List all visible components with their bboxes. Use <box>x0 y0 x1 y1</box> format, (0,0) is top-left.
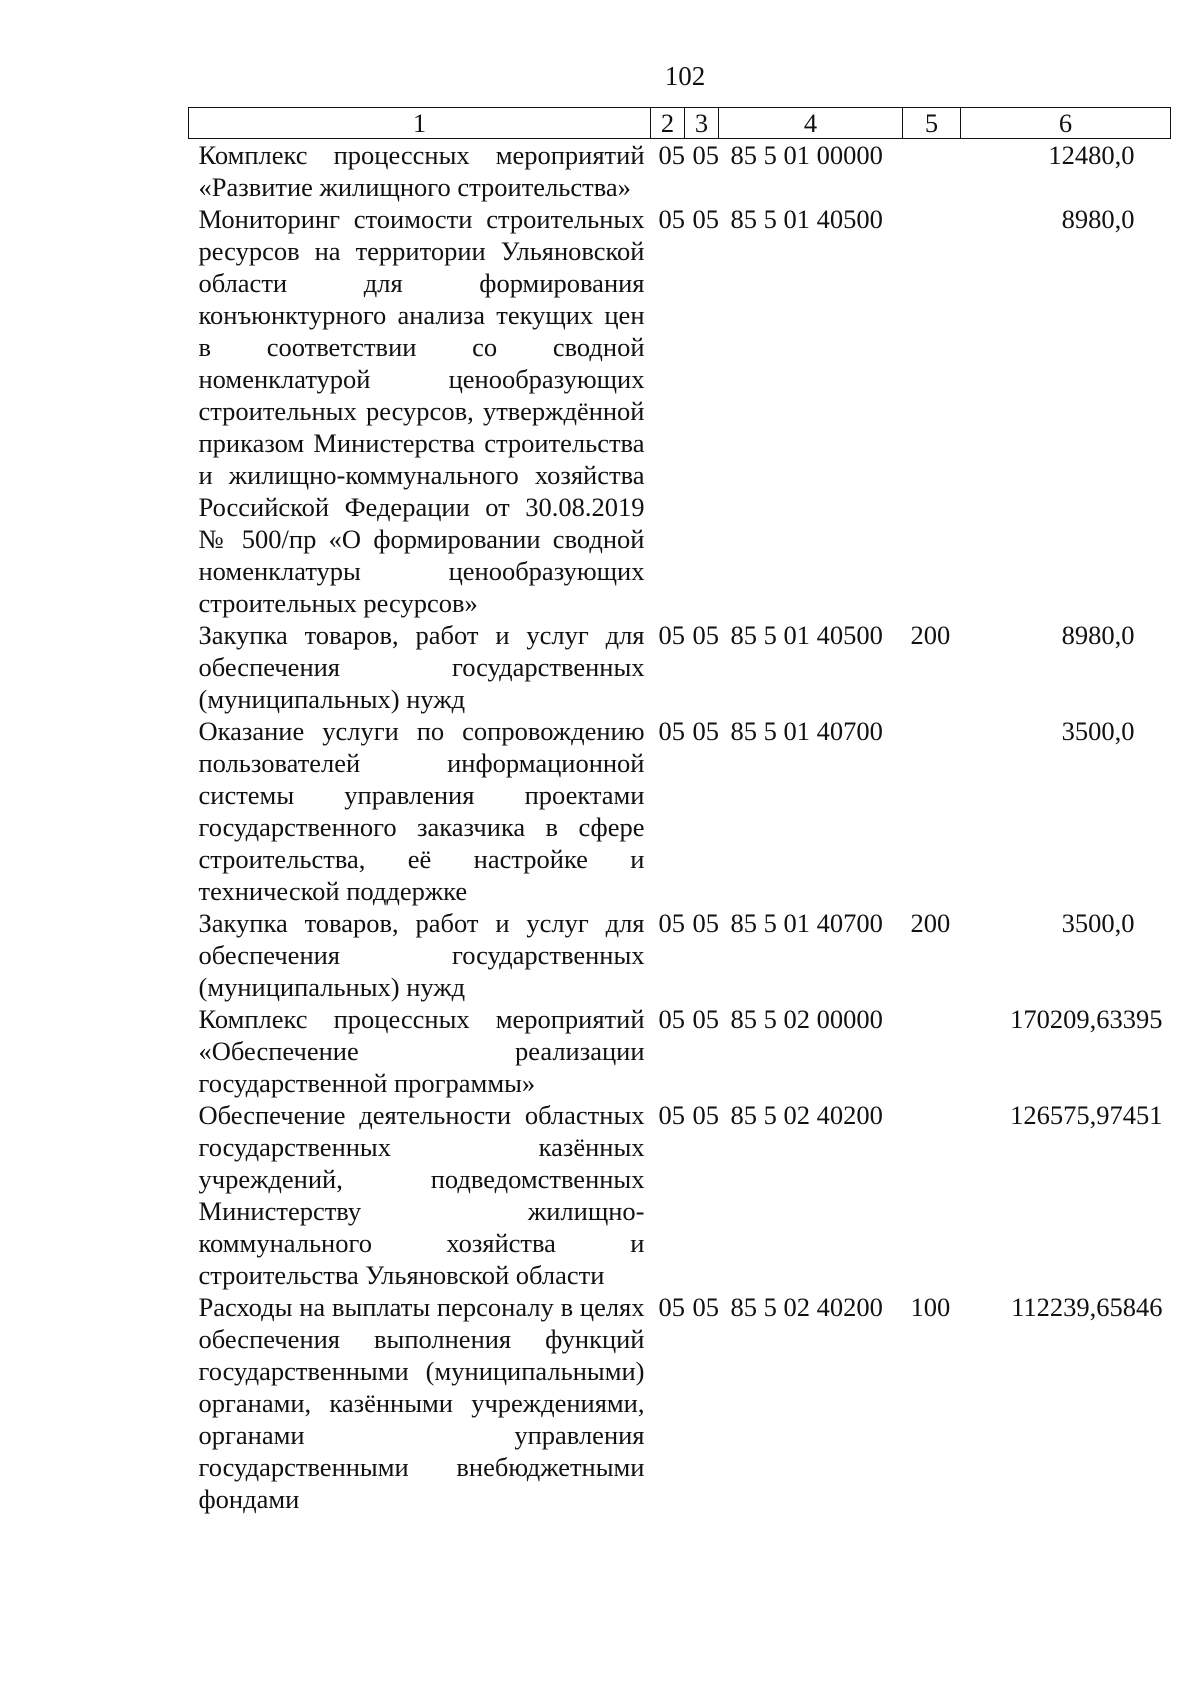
table-row <box>189 1003 1171 1099</box>
row-section: 05 <box>658 140 685 170</box>
row-section: 05 <box>658 620 685 650</box>
table-row <box>189 619 1171 715</box>
header-col-4: 4 <box>719 108 903 139</box>
row-amount: 12480,0 <box>1048 140 1135 170</box>
row-name: Комплекс процессных мероприятий «Обеспечение реализации государственной программы» <box>198 1004 645 1098</box>
row-target-code: 85 5 02 40200 <box>730 1100 883 1130</box>
budget-table <box>188 107 1171 1515</box>
row-name: Расходы на выплаты персоналу в целях обеспечения выполнения функций государственными (муниципальными) органами, казёнными учреждениями, органами управления государственными внебюджетными фондами <box>198 1292 645 1514</box>
row-section: 05 <box>658 1004 685 1034</box>
row-section: 05 <box>658 1100 685 1130</box>
header-col-6: 6 <box>961 108 1171 139</box>
table-header <box>189 108 1171 139</box>
row-name: Закупка товаров, работ и услуг для обеспечения государственных (муниципальных) нужд <box>198 620 645 714</box>
row-expense-type <box>903 1099 961 1291</box>
row-target-code: 85 5 01 40700 <box>730 908 883 938</box>
row-amount: 8980,0 <box>1061 204 1135 234</box>
row-amount: 3500,0 <box>1061 908 1135 938</box>
row-name: Мониторинг стоимости строительных ресурсов на территории Ульяновской области для формирования конъюнктурного анализа текущих цен в соответствии со сводной номенклатурой ценообразующих строительных ресурсов, утверждённой приказом Министерства строительства и жилищно-коммунального хозяйства Российской Федерации от 30.08.2019 № 500/пр «О формировании сводной номенклатуры ценообразующих строительных ресурсов» <box>198 204 645 618</box>
row-amount: 3500,0 <box>1061 716 1135 746</box>
row-expense-type <box>903 715 961 907</box>
row-target-code: 85 5 02 40200 <box>730 1292 883 1322</box>
header-col-2: 2 <box>651 108 685 139</box>
header-col-3: 3 <box>685 108 719 139</box>
row-amount: 126575,97451 <box>1010 1100 1163 1130</box>
row-target-code: 85 5 01 40500 <box>730 204 883 234</box>
row-section: 05 <box>658 204 685 234</box>
row-expense-type: 200 <box>910 908 951 938</box>
table-row <box>189 203 1171 619</box>
row-name: Оказание услуги по сопровождению пользователей информационной системы управления проектами государственного заказчика в сфере строительства, её настройке и технической поддержке <box>198 716 645 906</box>
table-row <box>189 715 1171 907</box>
row-expense-type <box>903 1003 961 1099</box>
row-expense-type <box>903 203 961 619</box>
row-section: 05 <box>658 716 685 746</box>
row-subsection: 05 <box>692 908 719 938</box>
row-amount: 8980,0 <box>1061 620 1135 650</box>
row-subsection: 05 <box>692 1100 719 1130</box>
row-name: Комплекс процессных мероприятий «Развитие жилищного строительства» <box>198 140 645 202</box>
row-name: Обеспечение деятельности областных государственных казённых учреждений, подведомственных Министерству жилищно-коммунального хозяйства и строительства Ульяновской области <box>198 1100 645 1290</box>
row-expense-type: 100 <box>910 1292 951 1322</box>
row-subsection: 05 <box>692 620 719 650</box>
row-target-code: 85 5 01 00000 <box>730 140 883 170</box>
row-subsection: 05 <box>692 204 719 234</box>
row-subsection: 05 <box>692 1004 719 1034</box>
row-subsection: 05 <box>692 1292 719 1322</box>
row-name: Закупка товаров, работ и услуг для обеспечения государственных (муниципальных) нужд <box>198 908 645 1002</box>
row-section: 05 <box>658 1292 685 1322</box>
table-row <box>189 1099 1171 1291</box>
row-target-code: 85 5 01 40500 <box>730 620 883 650</box>
table-row <box>189 139 1171 204</box>
row-amount: 112239,65846 <box>1011 1292 1163 1322</box>
header-col-1: 1 <box>189 108 651 139</box>
row-subsection: 05 <box>692 140 719 170</box>
table-row <box>189 907 1171 1003</box>
header-col-5: 5 <box>903 108 961 139</box>
row-expense-type: 200 <box>910 620 951 650</box>
row-target-code: 85 5 01 40700 <box>730 716 883 746</box>
row-section: 05 <box>658 908 685 938</box>
table-body <box>189 139 1171 1516</box>
row-amount: 170209,63395 <box>1010 1004 1163 1034</box>
row-target-code: 85 5 02 00000 <box>730 1004 883 1034</box>
row-expense-type <box>903 139 961 204</box>
header-row <box>189 108 1171 139</box>
row-subsection: 05 <box>692 716 719 746</box>
page-number: 102 <box>664 61 706 91</box>
table-row <box>189 1291 1171 1515</box>
